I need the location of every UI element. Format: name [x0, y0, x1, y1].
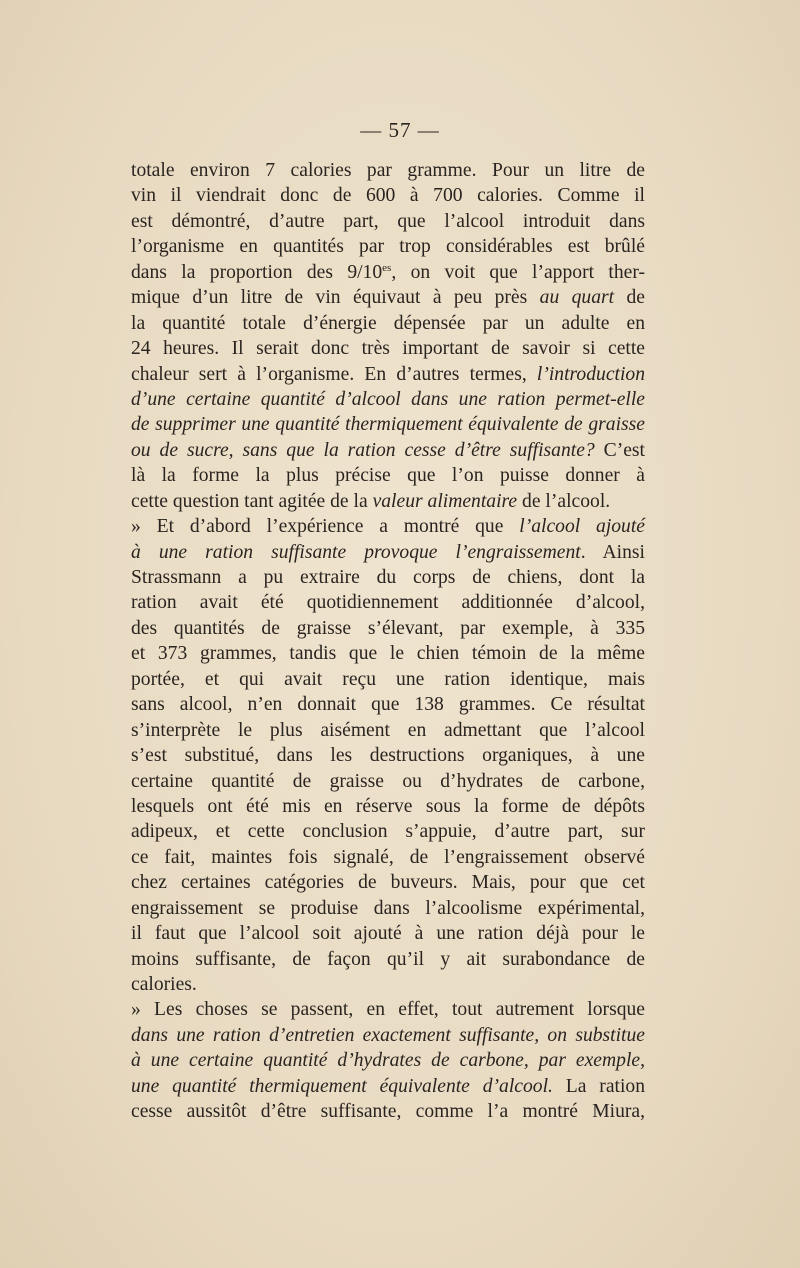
text-line: calories. [131, 974, 197, 995]
text-line: Strassmann a pu extraire du corps de chiens, dont la [131, 567, 645, 588]
text-line: sans alcool, n’en donnait que 138 grammes. Ce résultat [131, 694, 645, 716]
text-line: des quantités de graisse s’élevant, par exemple, à 335 [131, 617, 645, 639]
page-number: — 57 — [360, 118, 440, 142]
text-line: totale environ 7 calories par gramme. Pour un litre de [131, 160, 645, 181]
text-line: et 373 grammes, tandis que le chien témoin de la même [131, 643, 645, 665]
text-line: » Et d’abord l’expérience a montré que l’alcool ajouté [131, 516, 645, 538]
text-line: la quantité totale d’énergie dépensée par un adulte en [131, 312, 645, 334]
text-line: vin il viendrait donc de 600 à 700 calories. Comme il [131, 185, 645, 207]
text-line: lesquels ont été mis en réserve sous la forme de dépôts [131, 795, 645, 817]
text-line: l’organisme en quantités par trop considérables est brûlé [131, 236, 645, 258]
text-line: 24 heures. Il serait donc très important de savoir si cette [131, 338, 645, 360]
text-line: ration avait été quotidiennement additionnée d’alcool, [131, 592, 645, 614]
text-line: d’une certaine quantité d’alcool dans une ration permet-elle [131, 388, 645, 410]
text-line: cette question tant agitée de la valeur alimentaire de l’alcool. [131, 490, 611, 512]
text-line: chaleur sert à l’organisme. En d’autres termes, l’introduction [131, 363, 645, 385]
text-line: il faut que l’alcool soit ajouté à une ration déjà pour le [131, 923, 645, 945]
text-line: s’est substitué, dans les destructions organiques, à une [131, 745, 645, 767]
text-line: là la forme la plus précise que l’on puisse donner à [131, 465, 645, 487]
paragraph-3 [131, 997, 645, 1124]
text-line: dans une ration d’entretien exactement suffisante, on substitue [131, 1024, 645, 1046]
paragraph-1 [131, 158, 645, 514]
text-line: cesse aussitôt d’être suffisante, comme l’a montré Miura, [131, 1101, 645, 1123]
text-line: à une certaine quantité d’hydrates de carbone, par exemple, [131, 1050, 645, 1072]
text-line: dans la proportion des $9/10^{es}$, on voit que l’apport ther- [131, 261, 645, 283]
body-text [131, 158, 645, 1125]
text-line: une quantité thermiquement équivalente d’alcool. La ration [131, 1075, 645, 1097]
text-line: moins suffisante, de façon qu’il y ait surabondance de [131, 948, 645, 970]
text-line: est démontré, d’autre part, que l’alcool introduit dans [131, 210, 645, 232]
text-line: adipeux, et cette conclusion s’appuie, d’autre part, sur [131, 821, 645, 843]
text-line: de supprimer une quantité thermiquement équivalente de graisse [131, 414, 645, 436]
text-line: chez certaines catégories de buveurs. Mais, pour que cet [131, 872, 645, 894]
text-line: ou de sucre, sans que la ration cesse d’être suffisante? C’est [131, 439, 645, 461]
text-line: engraissement se produise dans l’alcoolisme expérimental, [131, 897, 645, 919]
text-line: à une ration suffisante provoque l’engraissement. Ainsi [131, 541, 645, 563]
text-line: certaine quantité de graisse ou d’hydrates de carbone, [131, 770, 645, 792]
text-line: s’interprète le plus aisément en admettant que l’alcool [131, 719, 645, 741]
text-line: portée, et qui avait reçu une ration identique, mais [131, 668, 645, 690]
text-line: mique d’un litre de vin équivaut à peu près au quart de [131, 287, 645, 309]
text-line: » Les choses se passent, en effet, tout autrement lorsque [131, 999, 645, 1021]
text-line: ce fait, maintes fois signalé, de l’engraissement observé [131, 846, 645, 868]
paragraph-2 [131, 514, 645, 997]
